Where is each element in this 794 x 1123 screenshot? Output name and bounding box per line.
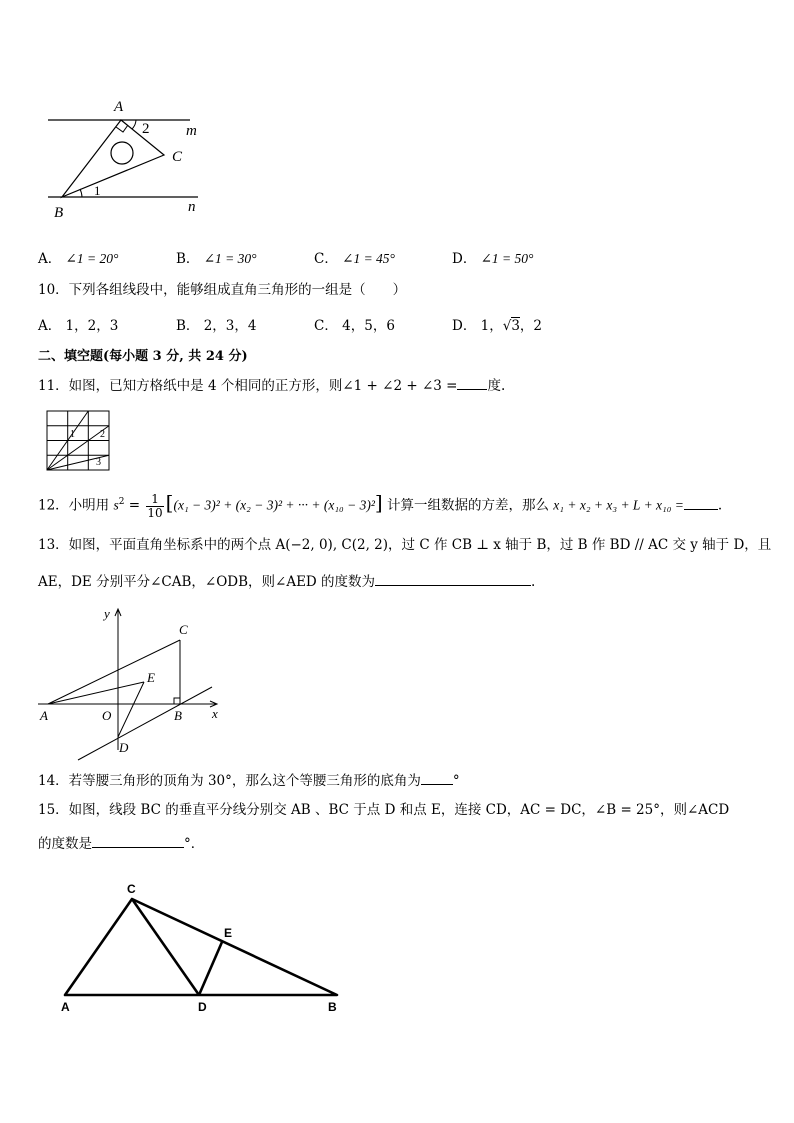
q11-label-2: 2 [100, 429, 105, 440]
label-2: 2 [142, 121, 150, 137]
label-m: m [186, 123, 197, 139]
label-a: A [114, 99, 124, 115]
q13-line2: AE，DE 分别平分∠CAB，∠ODB，则∠AED 的度数为 . [38, 571, 535, 591]
triangle-hole [111, 142, 133, 164]
label-e: E [147, 670, 155, 685]
segment-de [118, 682, 144, 737]
q15-line1: 15．如图，线段 BC 的垂直平分线分别交 AB 、BC 于点 D 和点 E，连接 CD，AC = DC，∠B = 25°，则∠ACD [38, 802, 730, 818]
q9-option-c: C． ∠1 = 45° [314, 251, 395, 267]
q9-figure [40, 95, 220, 225]
label-x: x [212, 706, 218, 721]
label-b: B [174, 708, 182, 723]
label-e: E [224, 926, 233, 940]
q15-figure [56, 880, 356, 1015]
label-b: B [54, 205, 64, 221]
q9-option-d: D． ∠1 = 50° [452, 251, 534, 267]
angle-1-arc [80, 189, 82, 197]
q11-label-1: 1 [70, 429, 75, 440]
line-bd [78, 687, 212, 760]
right-angle-b [174, 698, 180, 704]
q9-option-a: A． ∠1 = 20° [38, 251, 119, 267]
label-o: O [102, 708, 112, 723]
q14-stem: 14．若等腰三角形的顶角为 30°，那么这个等腰三角形的底角为 ° [38, 770, 460, 790]
label-a: A [40, 708, 48, 723]
section-2-heading: 二、填空题(每小题 3 分, 共 24 分) [38, 349, 248, 364]
q11-answer-blank[interactable] [457, 375, 487, 390]
label-a: A [61, 1000, 70, 1014]
q10-option-a: A． 1，2，3 [38, 318, 119, 334]
label-n: n [188, 199, 196, 215]
q10-option-b: B． 2，3，4 [176, 318, 257, 334]
q12-answer-blank[interactable] [684, 495, 718, 510]
right-angle-mark [116, 125, 128, 132]
label-c: C [179, 622, 188, 637]
q12-stem: 12．小明用 $s^2$ = $\frac{1}{10}$ [(x₁ − 3)² + (x₂ − 3)² + ··· + (x₁₀ − 3)²] 计算一组数据的方差，那么 x₁ + x₂ + x₃ + L + x₁₀ = . [38, 490, 723, 520]
label-c: C [172, 149, 183, 165]
triangle-abc [65, 899, 337, 995]
label-y: y [104, 606, 110, 621]
q9-option-b: B． ∠1 = 30° [176, 251, 257, 267]
angle-2-arc [132, 120, 136, 129]
q14-answer-blank[interactable] [421, 770, 453, 785]
q15-line2: 的度数是 °． [38, 833, 204, 853]
q11-label-3: 3 [96, 457, 101, 468]
q13-figure [34, 600, 234, 762]
q15-answer-blank[interactable] [92, 833, 184, 848]
q13-answer-blank[interactable] [375, 571, 531, 586]
q10-option-d: D． 1，√3，2 [452, 318, 543, 334]
label-d: D [198, 1000, 207, 1014]
segment-de [199, 942, 222, 995]
segment-ac [48, 640, 180, 704]
q11-figure [46, 410, 110, 472]
q13-line1: 13．如图，平面直角坐标系中的两个点 A(−2, 0), C(2, 2)，过 C 作 CB ⊥ x 轴于 B，过 B 作 BD // AC 交 y 轴于 D，且 [38, 537, 772, 553]
label-1: 1 [94, 183, 101, 198]
segment-ae [48, 682, 144, 704]
q10-stem: 10．下列各组线段中，能够组成直角三角形的一组是（ ） [38, 282, 407, 298]
q11-stem: 11．如图，已知方格纸中是 4 个相同的正方形，则∠1 + ∠2 + ∠3 = 度. [38, 375, 505, 395]
label-c: C [127, 882, 136, 896]
sqrt-sign: √ [502, 318, 512, 334]
q10-option-c: C． 4，5，6 [314, 318, 395, 334]
label-b: B [328, 1000, 337, 1014]
q12-fraction: $\frac{1}{10}$ [147, 491, 163, 520]
label-d: D [119, 740, 129, 755]
